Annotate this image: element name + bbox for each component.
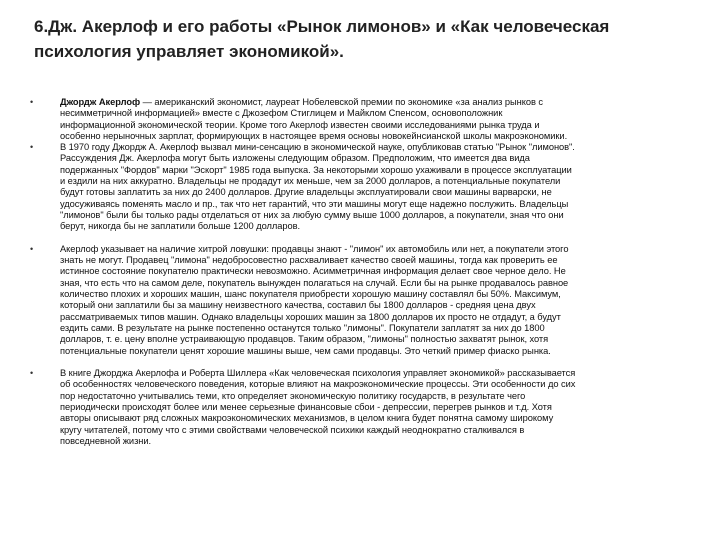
- bullet-item-akerlof-bio: [30, 97, 706, 142]
- text-line: берут, никогда бы не заплатили больше 1200 долларов.: [60, 221, 301, 232]
- bullet-item-trap: [30, 244, 706, 368]
- text-line: об особенностях человеческого поведения, которые влияют на макроэкономические процессы. Эти особенности до сих: [60, 379, 576, 390]
- text-line: В 1970 году Джордж А. Акерлоф вызвал мини-сенсацию в экономической науке, опубликовав статью "Рынок "лимонов".: [60, 142, 575, 153]
- bullet-icon: •: [30, 243, 34, 254]
- text-line: информационной экономической теории. Кроме того Акерлоф известен своими исследованиями рынка труда и: [60, 119, 540, 130]
- title-line: психология управляет экономикой».: [34, 42, 344, 61]
- lead-rest: — американский экономист, лауреат Нобелевской премии по экономике «за анализ рынков с: [140, 97, 544, 107]
- text-line: периодически происходят более или менее серьезные финансовые сбои - депрессии, перегрев рынков и т.д. Хотя: [60, 402, 552, 413]
- text-line: Акерлоф указывает на наличие хитрой ловушки: продавцы знают - "лимон" их автомобиль или нет, а покупатели этого: [60, 243, 569, 254]
- bullet-text: [60, 142, 706, 232]
- bullet-list: [30, 97, 706, 447]
- text-line: ездить сами. В результате на рынке постепенно останутся только "лимоны". Покупатели заплатят за них до 1800: [60, 322, 545, 333]
- text-line: будут готовы заплатить за них до 2400 долларов. Другие владельцы эксплуатировали свои машины варварски, не: [60, 187, 552, 198]
- slide-title: [34, 14, 694, 64]
- text-line: пор недостаточно учитывались теми, кто определяет экономическую политику государств, в результате чего: [60, 390, 526, 401]
- bullet-item-animal-spirits-book: [30, 368, 706, 447]
- text-line: авторы описывают ряд сложных макроэкономических механизмов, в целом книга будет понятна самому широкому: [60, 413, 554, 424]
- text-line: истинное состояние покупателю практически невозможно. Асимметричная информация делает свое черное дело. Не: [60, 266, 566, 277]
- text-line: особенно нерыночных зарплат, формирующих в настоящее время основы новокейнсианской школы макроэкономики.: [60, 130, 568, 141]
- text-line: знать не могут. Продавец "лимона" недобросовестно расхваливает качество своей машины, тогда как проверить ее: [60, 255, 558, 266]
- bullet-icon: •: [30, 97, 34, 107]
- bullet-text: [60, 368, 706, 447]
- text-line: и ездили на них аккуратно. Владельцы не продадут их меньше, чем за 2000 долларов, а потенциальные покупатели: [60, 176, 561, 187]
- text-line: рассматриваемых типов машин. Однако владельцы хороших машин за 1800 долларов их просто не отдадут, а будут: [60, 311, 561, 322]
- text-line: [60, 97, 706, 108]
- bold-lead: Джордж Акерлоф: [60, 97, 141, 107]
- text-line: "лимонов" были бы только рады отделаться от них за любую сумму выше 1000 долларов, а покупатели, зная что они: [60, 209, 564, 220]
- text-line: удосуживаясь поменять масло и пр., так что нет гарантий, что эти машины могут еще надежно послужить. Владельцы: [60, 198, 569, 209]
- text-line: подержанных "Фордов" марки "Эскорт" 1985 года выпуска. За некоторыми хорошо ухаживали в процессе эксплуатации: [60, 164, 572, 175]
- bullet-text: [60, 97, 706, 142]
- bullet-icon: •: [30, 368, 34, 379]
- text-line: несимметричной информацией» вместе с Джозефом Стиглицем и Майклом Спенсом, основоположник: [60, 108, 503, 119]
- text-line: В книге Джорджа Акерлофа и Роберта Шиллера «Как человеческая психология управляет экономикой» рассказывается: [60, 368, 576, 379]
- text-line: Рассуждения Дж. Акерлофа могут быть изложены следующим образом. Предположим, что имеется два вида: [60, 153, 530, 164]
- title-line: 6.Дж. Акерлоф и его работы «Рынок лимонов» и «Как человеческая: [34, 17, 610, 36]
- text-line: количество плохих и хороших машин, шанс покупателя приобрести хорошую машину составлял бы 50%. Максимум,: [60, 289, 561, 300]
- text-line: потенциальные покупатели ценят хорошие машины выше, чем сами продавцы. Это четкий пример фиаско рынка.: [60, 345, 551, 356]
- text-line: кругу читателей, потому что с этими свойствами человеческой психики каждый неоднократно сталкивался в: [60, 424, 525, 435]
- text-line: долларов, т. е. цену вполне устраивающую продавцов. Таким образом, "лимоны" полностью захватят рынок, хотя: [60, 334, 549, 345]
- text-line: повседневной жизни.: [60, 435, 152, 446]
- bullet-icon: •: [30, 142, 34, 153]
- bullet-item-lemons-article: [30, 142, 706, 244]
- bullet-text: [60, 244, 706, 357]
- text-line: зная, что есть что на самом деле, покупатель вынужден полагаться на случай. Если бы на рынке продавалось равное: [60, 277, 569, 288]
- text-line: который они заплатили бы за машину неизвестного качества, составил бы 1800 долларов - средняя цена двух: [60, 300, 536, 311]
